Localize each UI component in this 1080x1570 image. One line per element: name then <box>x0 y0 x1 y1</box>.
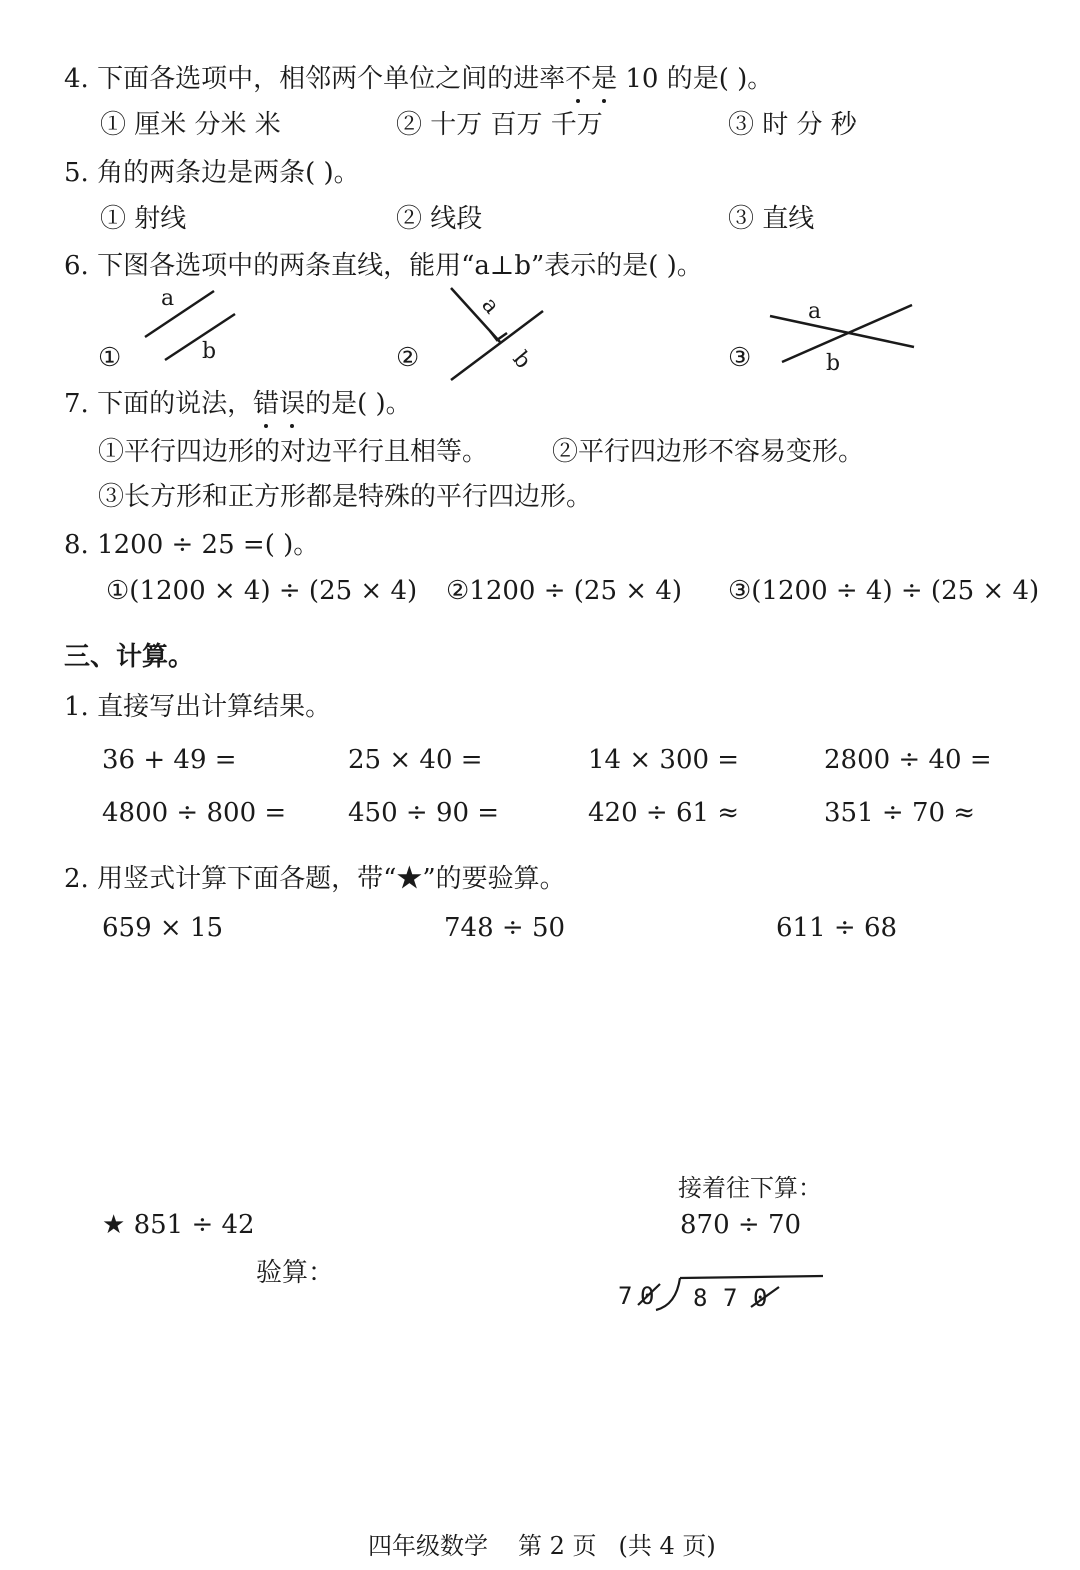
q8-stem: 8. 1200 ÷ 25 =( )。 <box>64 530 320 560</box>
q5-stem: 5. 角的两条边是两条( )。 <box>64 158 360 188</box>
q4-emphasis-2: 是 <box>591 64 618 94</box>
vertical-item-1: 659 × 15 <box>102 913 224 943</box>
q6-option-1-label: ① <box>98 343 122 373</box>
q8-option-2: ②1200 ÷ (25 × 4) <box>446 576 683 606</box>
oral-item-6: 450 ÷ 90 = <box>348 798 500 828</box>
q4-option-2: ② 十万 百万 千万 <box>396 110 603 140</box>
q6-fig2-label-b: b <box>507 346 536 374</box>
q8-option-3: ③(1200 ÷ 4) ÷ (25 × 4) <box>728 576 1040 606</box>
q4-option-3: ③ 时 分 秒 <box>728 110 857 140</box>
oral-item-3: 14 × 300 = <box>588 745 740 775</box>
dividend-digit-2: 7 <box>723 1284 738 1312</box>
q7-option-1: ①平行四边形的对边平行且相等。 <box>98 437 489 467</box>
section3-part2-title: 2. 用竖式计算下面各题，带“★”的要验算。 <box>64 864 566 894</box>
q5-option-2: ② 线段 <box>396 204 483 234</box>
q4-stem-part1: 4. 下面各选项中，相邻两个单位之间的进率 <box>64 64 566 94</box>
footer <box>368 1530 716 1562</box>
division-bracket <box>656 1278 680 1310</box>
q7-stem-part2: 的是( )。 <box>305 389 412 419</box>
q6-option-3-label: ③ <box>728 343 752 373</box>
footer-total-pages: (共 4 页) <box>618 1532 716 1560</box>
divisor-digit-2: 0 <box>640 1282 655 1310</box>
q6-stem: 6. 下图各选项中的两条直线，能用“a⊥b”表示的是( )。 <box>64 251 703 281</box>
continue-problem: 870 ÷ 70 <box>680 1210 802 1240</box>
q6-option-2-label: ② <box>396 343 420 373</box>
section3-title: 三、计算。 <box>64 642 195 672</box>
oral-item-1: 36 + 49 = <box>102 745 237 775</box>
check-label: 验算： <box>256 1258 335 1288</box>
q7-emphasis-1: 错 <box>253 389 280 419</box>
oral-item-4: 2800 ÷ 40 = <box>824 745 992 775</box>
dividend-digit-3: 0 <box>753 1284 768 1312</box>
q5-option-3: ③ 直线 <box>728 204 815 234</box>
q7-option-3: ③长方形和正方形都是特殊的平行四边形。 <box>98 482 593 512</box>
q5-option-1: ① 射线 <box>100 204 187 234</box>
division-bar <box>680 1276 823 1278</box>
oral-item-8: 351 ÷ 70 ≈ <box>824 798 976 828</box>
divisor-digit-1: 7 <box>618 1282 633 1310</box>
vertical-item-2: 748 ÷ 50 <box>444 913 566 943</box>
oral-item-5: 4800 ÷ 800 = <box>102 798 287 828</box>
footer-page: 第 2 页 <box>518 1532 597 1560</box>
section3-part1-title: 1. 直接写出计算结果。 <box>64 692 332 722</box>
q7-emphasis-2: 误 <box>279 389 306 419</box>
q6-fig2-label-a: a <box>476 292 504 319</box>
q6-fig1-label-a: a <box>161 286 175 311</box>
q7-stem-part1: 7. 下面的说法， <box>64 389 254 419</box>
q6-fig1-label-b: b <box>202 339 217 364</box>
q4-option-1: ① 厘米 分米 米 <box>100 110 281 140</box>
q6-fig3-label-b: b <box>826 351 841 376</box>
oral-item-7: 420 ÷ 61 ≈ <box>588 798 740 828</box>
q7-option-2: ②平行四边形不容易变形。 <box>552 437 865 467</box>
vertical-item-3: 611 ÷ 68 <box>776 913 898 943</box>
q4-stem-part2: 10 的是( )。 <box>617 64 774 94</box>
oral-item-2: 25 × 40 = <box>348 745 483 775</box>
q6-fig3-label-a: a <box>808 299 822 324</box>
q8-option-1: ①(1200 × 4) ÷ (25 × 4) <box>106 576 418 606</box>
footer-subject: 四年级数学 <box>368 1532 488 1560</box>
dividend-digit-1: 8 <box>693 1284 708 1312</box>
q4-emphasis-1: 不 <box>565 64 592 94</box>
star-problem: ★ 851 ÷ 42 <box>102 1210 255 1240</box>
continue-note: 接着往下算： <box>678 1174 822 1202</box>
